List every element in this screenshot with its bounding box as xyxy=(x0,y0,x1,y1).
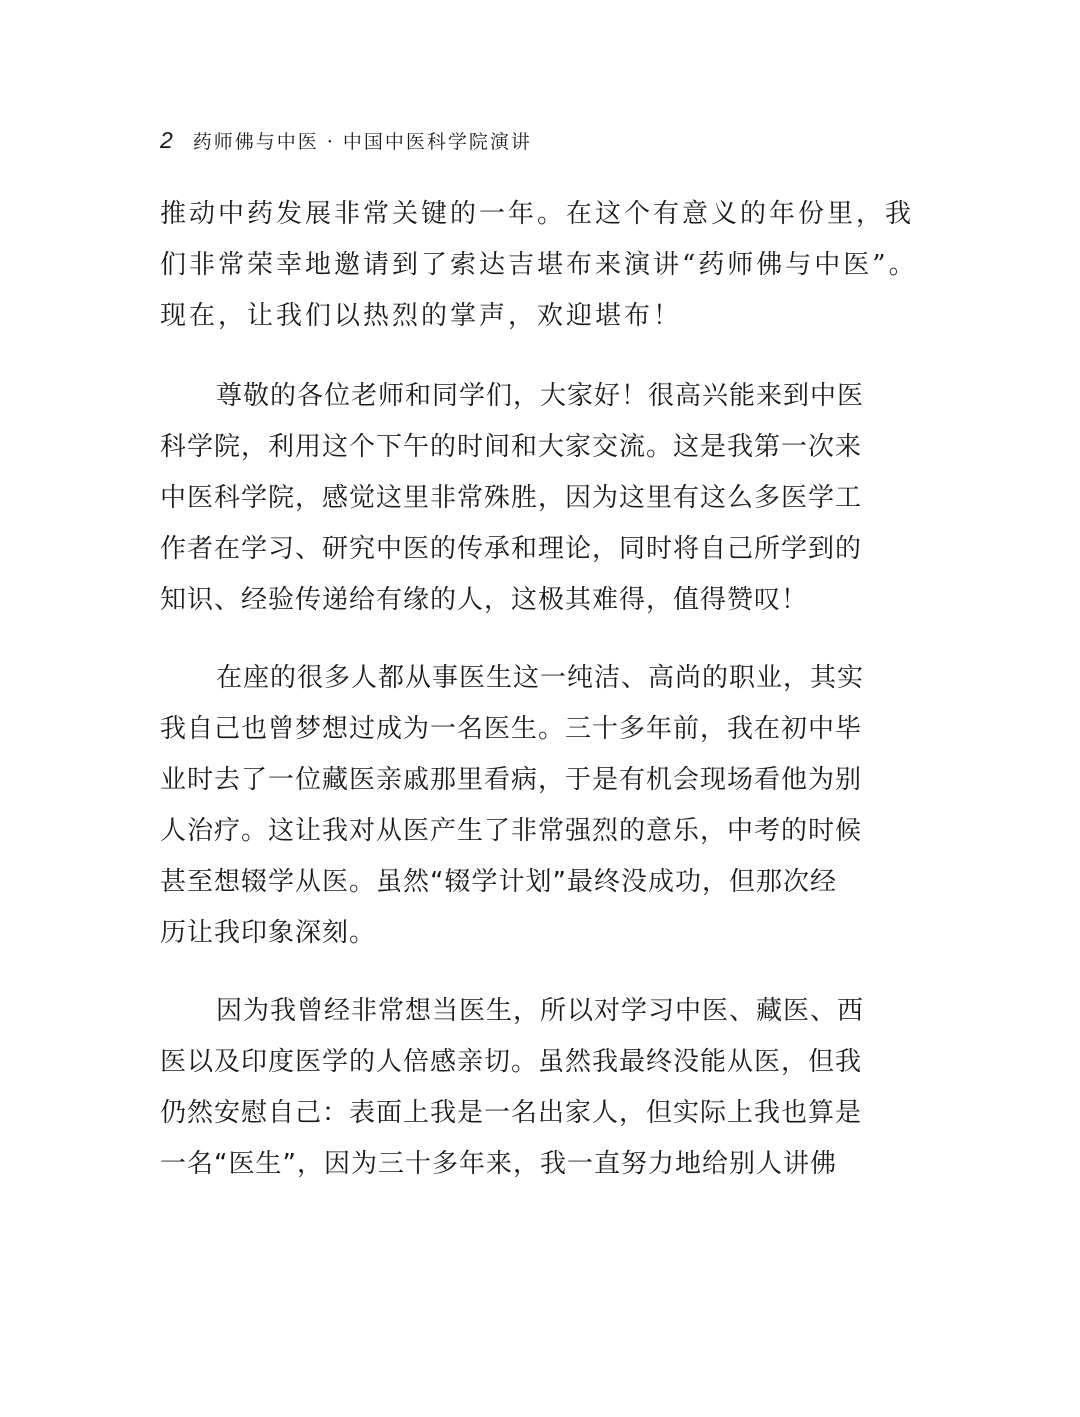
intro-paragraph xyxy=(160,189,918,342)
text-line: 在座的很多人都从事医生这一纯洁、高尚的职业，其实 xyxy=(216,663,865,693)
text-line: 人治疗。这让我对从医产生了非常强烈的意乐，中考的时候 xyxy=(160,816,863,846)
text-line: 中医科学院，感觉这里非常殊胜，因为这里有这么多医学工 xyxy=(160,483,863,513)
speech-paragraph-2 xyxy=(160,653,900,959)
text-line: 因为我曾经非常想当医生，所以对学习中医、藏医、西 xyxy=(216,996,865,1026)
text-line: 仍然安慰自己：表面上我是一名出家人，但实际上我也算是 xyxy=(160,1098,863,1128)
text-line: 知识、经验传递给有缘的人，这极其难得，值得赞叹！ xyxy=(160,585,809,615)
text-line: 作者在学习、研究中医的传承和理论，同时将自己所学到的 xyxy=(160,534,863,564)
page-number: 2 xyxy=(160,126,173,153)
text-line: 推动中药发展非常关键的一年。在这个有意义的年份里，我 xyxy=(160,199,915,229)
text-line: 科学院，利用这个下午的时间和大家交流。这是我第一次来 xyxy=(160,432,863,462)
text-line: 业时去了一位藏医亲戚那里看病，于是有机会现场看他为别 xyxy=(160,765,863,795)
text-line: 我自己也曾梦想过成为一名医生。三十多年前，我在初中毕 xyxy=(160,714,863,744)
text-line: 一名“医生”，因为三十多年来，我一直努力地给别人讲佛 xyxy=(160,1149,837,1179)
running-title: 药师佛与中医 · 中国中医科学院演讲 xyxy=(192,130,532,153)
text-line: 现在，让我们以热烈的掌声，欢迎堪布！ xyxy=(160,301,683,331)
text-line: 甚至想辍学从医。虽然“辍学计划”最终没成功，但那次经 xyxy=(160,867,837,897)
running-header xyxy=(160,122,532,158)
text-line: 历让我印象深刻。 xyxy=(160,918,377,948)
text-line: 医以及印度医学的人倍感亲切。虽然我最终没能从医，但我 xyxy=(160,1047,863,1077)
speech-paragraph-1 xyxy=(160,371,900,626)
speech-paragraph-3 xyxy=(160,986,900,1190)
text-line: 尊敬的各位老师和同学们，大家好！很高兴能来到中医 xyxy=(216,381,865,411)
text-line: 们非常荣幸地邀请到了索达吉堪布来演讲“药师佛与中医”。 xyxy=(160,250,918,280)
